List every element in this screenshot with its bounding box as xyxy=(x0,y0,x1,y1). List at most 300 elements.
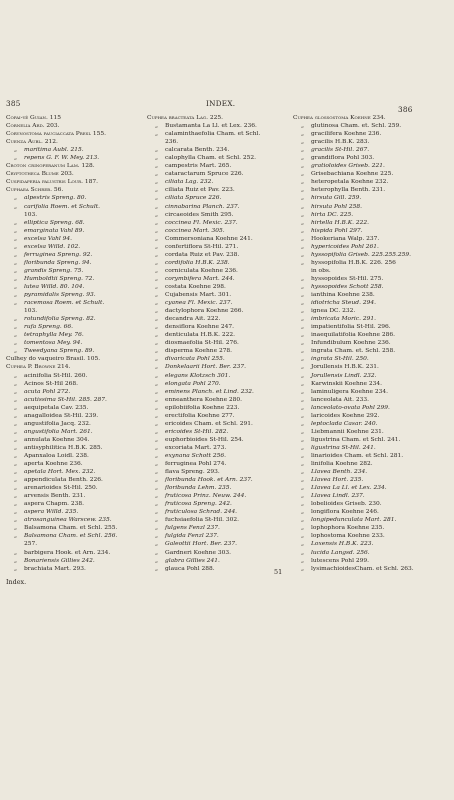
index-entry xyxy=(147,243,260,251)
index-entry-text: Bonariensis Gillies 242. xyxy=(24,557,95,564)
index-entry xyxy=(293,146,414,154)
ditto-mark: „ xyxy=(14,219,18,226)
ditto-mark: „ xyxy=(14,517,18,524)
index-entry-text: Balsamona Cham. et Schl. 256. xyxy=(24,533,118,540)
index-entry xyxy=(293,307,414,315)
index-entry xyxy=(6,524,117,532)
index-entry xyxy=(293,363,414,371)
ditto-mark: „ xyxy=(155,235,159,242)
index-entry xyxy=(147,259,260,267)
ditto-mark: „ xyxy=(301,557,305,564)
index-column-middle xyxy=(147,114,260,573)
ditto-mark: „ xyxy=(155,308,159,315)
ditto-mark: „ xyxy=(155,444,159,451)
index-entry-text: ferruginea Spreng. 92. xyxy=(24,251,93,258)
index-entry xyxy=(6,323,117,331)
ditto-mark: „ xyxy=(14,300,18,307)
ditto-mark: „ xyxy=(301,195,305,202)
index-entry xyxy=(147,130,260,138)
index-entry xyxy=(293,428,414,436)
index-entry-text: Balsamona Cham. et Schl. 255. xyxy=(24,525,118,532)
index-entry xyxy=(147,170,260,178)
ditto-mark: „ xyxy=(155,461,159,468)
ditto-mark: „ xyxy=(155,420,159,427)
ditto-mark: „ xyxy=(14,372,18,379)
index-entry-text: Humboldtii Spreng. 72. xyxy=(24,275,95,282)
ditto-mark: „ xyxy=(14,420,18,427)
ditto-mark: „ xyxy=(14,533,18,540)
index-entry-text: Apanxaloa Loidl. 238. xyxy=(24,452,89,459)
ditto-mark: „ xyxy=(14,243,18,250)
index-entry-text: heteropetala Koehne 232. xyxy=(311,179,389,186)
index-entry-text: fuchsiaefolia St-Hil. 302. xyxy=(165,517,240,524)
index-entry-text: lanceolata Ait. 233. xyxy=(311,396,370,403)
index-entry xyxy=(293,251,414,259)
index-entry xyxy=(147,500,260,508)
index-entry-text: imbricata Moric. 291. xyxy=(311,316,376,323)
index-entry-text: emarginata Vahl 89. xyxy=(24,227,85,234)
index-entry-text: Galeottii Hort. Ber. 237. xyxy=(165,541,237,548)
index-entry xyxy=(147,565,260,573)
index-entry xyxy=(6,363,117,371)
index-entry-text: lophophora Koehne 235. xyxy=(311,525,385,532)
ditto-mark: „ xyxy=(155,243,159,250)
ditto-mark: „ xyxy=(155,340,159,347)
ditto-mark: „ xyxy=(14,485,18,492)
ditto-mark: „ xyxy=(301,300,305,307)
index-entry-text: linarioides Cham. et Schl. 281. xyxy=(311,452,404,459)
index-entry-text: Jorullensis H.B.K. 231. xyxy=(311,364,379,371)
index-entry xyxy=(293,275,414,283)
ditto-mark: „ xyxy=(155,348,159,355)
ditto-mark: „ xyxy=(155,267,159,274)
ditto-mark: „ xyxy=(155,147,159,154)
index-entry-text: ericoides Cham. et Schl. 291. xyxy=(165,420,253,427)
index-entry-text: ciliata Ruiz et Pav. 223. xyxy=(165,187,235,194)
index-entry-text: ingrata Cham. et. Schl. 258. xyxy=(311,348,396,355)
index-entry-text: enneanthera Koehne 280. xyxy=(165,396,243,403)
index-entry xyxy=(147,178,260,186)
ditto-mark: „ xyxy=(301,396,305,403)
index-entry xyxy=(6,420,117,428)
ditto-mark: „ xyxy=(301,187,305,194)
index-entry-text: hyssopoides St-Hil. 275. xyxy=(311,275,384,282)
index-entry-text: Llavea La Ll. et Lex. 234. xyxy=(311,485,387,492)
index-entry-text: Infundibulum Koehne 236. xyxy=(311,340,391,347)
ditto-mark: „ xyxy=(155,557,159,564)
ditto-mark: „ xyxy=(14,565,18,572)
index-entry xyxy=(6,194,117,202)
index-entry xyxy=(6,251,117,259)
index-entry-text: epilobiifolia Koehne 223. xyxy=(165,404,240,411)
index-entry xyxy=(293,186,414,194)
index-entry-text: antisyphilitica H.B.K. 285. xyxy=(24,444,103,451)
index-footer-note: Index. xyxy=(6,578,27,586)
ditto-mark: „ xyxy=(301,340,305,347)
index-entry xyxy=(293,500,414,508)
ditto-mark: „ xyxy=(14,227,18,234)
index-entry-text: densiflora Koehne 247. xyxy=(165,324,234,331)
index-entry xyxy=(293,283,414,291)
index-entry-text: Cuphaea Schreb. 56. xyxy=(6,187,64,194)
page-number-footer: 51 xyxy=(274,568,283,576)
index-entry-text: Cornelia Ard. 203. xyxy=(6,123,60,130)
index-entry-text: acuta Pohl 272. xyxy=(24,388,71,395)
index-entry xyxy=(293,404,414,412)
index-entry xyxy=(6,211,117,219)
ditto-mark: „ xyxy=(301,316,305,323)
index-entry xyxy=(6,331,117,339)
ditto-mark: „ xyxy=(155,131,159,138)
index-entry-text: Jorullensis Lindl. 232. xyxy=(311,372,377,379)
index-entry xyxy=(6,404,117,412)
index-entry-text: floribunda Spreng. 94. xyxy=(24,259,92,266)
index-entry xyxy=(6,565,117,573)
index-entry-text: hypericoides Pohl 261. xyxy=(311,243,379,250)
ditto-mark: „ xyxy=(14,428,18,435)
index-entry xyxy=(293,323,414,331)
index-entry-text: Hookeriana Walp. 237. xyxy=(311,235,380,242)
index-entry-text: grandis Spreng. 75. xyxy=(24,267,84,274)
index-entry xyxy=(293,122,414,130)
index-entry xyxy=(147,516,260,524)
index-entry-text: excoriata Mart. 273. xyxy=(165,444,227,451)
ditto-mark: „ xyxy=(155,332,159,339)
index-entry xyxy=(147,404,260,412)
ditto-mark: „ xyxy=(301,123,305,130)
ditto-mark: „ xyxy=(14,396,18,403)
index-entry-text: Commersoniana Koehne 241. xyxy=(165,235,253,242)
index-entry-text: pyramidalis Spreng. 93. xyxy=(24,292,96,299)
index-entry xyxy=(147,186,260,194)
ditto-mark: „ xyxy=(14,332,18,339)
ditto-mark: „ xyxy=(301,477,305,484)
index-entry xyxy=(293,170,414,178)
ditto-mark: „ xyxy=(301,171,305,178)
index-entry-text: calaminthaefolia Cham. et Schl. xyxy=(165,131,261,138)
index-entry xyxy=(6,468,117,476)
ditto-mark: „ xyxy=(155,549,159,556)
ditto-mark: „ xyxy=(14,267,18,274)
index-entry xyxy=(147,540,260,548)
index-entry xyxy=(6,532,117,540)
index-entry xyxy=(6,122,117,130)
ditto-mark: „ xyxy=(14,501,18,508)
index-entry xyxy=(6,549,117,557)
index-entry-text: cinnabarina Planch. 237. xyxy=(165,203,240,210)
index-entry xyxy=(293,420,414,428)
index-entry xyxy=(147,315,260,323)
ditto-mark: „ xyxy=(14,452,18,459)
ditto-mark: „ xyxy=(14,525,18,532)
index-entry-text: Cuphea bracteata Lag. 225. xyxy=(147,115,223,121)
index-entry-text: idiotricha Steud. 294. xyxy=(311,300,376,307)
index-entry-text: Copai-yé Guian. 115 xyxy=(6,115,62,121)
ditto-mark: „ xyxy=(155,211,159,218)
index-entry-text: elegans Klotzsch 301. xyxy=(165,372,231,379)
index-entry-text: 236. xyxy=(165,139,179,146)
ditto-mark: „ xyxy=(301,211,305,218)
right-page-number: 386 xyxy=(398,105,413,114)
index-entry-text: cordata Ruiz et Pav. 238. xyxy=(165,251,240,258)
index-entry-text: ingrata St-Hil. 250. xyxy=(311,356,369,363)
index-entry xyxy=(293,219,414,227)
index-entry xyxy=(293,492,414,500)
ditto-mark: „ xyxy=(14,557,18,564)
index-entry xyxy=(147,428,260,436)
index-entry xyxy=(293,315,414,323)
ditto-mark: „ xyxy=(301,452,305,459)
index-entry-text: racemosa Roem. et Schult. xyxy=(24,300,105,307)
index-entry-text: repens G. F. W. Mey. 213. xyxy=(24,155,100,162)
index-column-right xyxy=(293,114,414,573)
index-entry xyxy=(147,275,260,283)
index-entry-text: ianthina Koehne 238. xyxy=(311,292,375,299)
index-entry-text: Culhey do vaqueiro Brasil. 105. xyxy=(6,356,101,363)
index-entry xyxy=(147,323,260,331)
index-entry-text: atrosanguinea Warscew. 235. xyxy=(24,517,112,524)
ditto-mark: „ xyxy=(301,163,305,170)
index-entry xyxy=(6,444,117,452)
index-entry-text: Croton crinoperanum Lam. 128. xyxy=(6,163,95,170)
index-entry-text: dactylophora Koehne 266. xyxy=(165,308,244,315)
ditto-mark: „ xyxy=(155,259,159,266)
index-entry xyxy=(293,444,414,452)
ditto-mark: „ xyxy=(14,509,18,516)
index-entry xyxy=(293,452,414,460)
index-entry xyxy=(147,532,260,540)
ditto-mark: „ xyxy=(301,541,305,548)
index-entry xyxy=(6,275,117,283)
index-entry-text: heterophylla Benth. 231. xyxy=(311,187,386,194)
index-entry-text: corniculata Koehne 236. xyxy=(165,267,238,274)
ditto-mark: „ xyxy=(301,380,305,387)
index-entry-text: lysimachioidesCham. et Schl. 263. xyxy=(311,565,414,572)
ditto-mark: „ xyxy=(301,219,305,226)
index-entry xyxy=(6,508,117,516)
index-entry-text: Bustamanta La Ll. et Lex. 236. xyxy=(165,123,257,130)
index-entry-text: Grisebachiana Koehne 225. xyxy=(311,171,394,178)
index-entry-text: campestris Mart. 265. xyxy=(165,163,232,170)
index-entry-text: cyanea Fl. Mexic. 237. xyxy=(165,300,233,307)
ditto-mark: „ xyxy=(14,324,18,331)
index-entry xyxy=(6,540,117,548)
index-entry-text: diosmaefolia St-Hil. 276. xyxy=(165,340,239,347)
index-entry-text: cataractarum Spruce 226. xyxy=(165,171,244,178)
ditto-mark: „ xyxy=(155,428,159,435)
ditto-mark: „ xyxy=(301,436,305,443)
index-entry xyxy=(147,211,260,219)
index-entry xyxy=(147,219,260,227)
index-entry-text: aspera Chapm. 238. xyxy=(24,501,85,508)
index-entry xyxy=(6,557,117,565)
index-entry xyxy=(293,339,414,347)
index-entry xyxy=(6,484,117,492)
index-entry-text: hirsuta Pohl 258. xyxy=(311,203,362,210)
index-entry-text: annulata Koehne 304. xyxy=(24,436,90,443)
ditto-mark: „ xyxy=(301,509,305,516)
ditto-mark: „ xyxy=(155,203,159,210)
index-entry xyxy=(293,524,414,532)
ditto-mark: „ xyxy=(301,324,305,331)
index-entry-text: confertiflora St-Hil. 271. xyxy=(165,243,239,250)
index-entry xyxy=(6,307,117,315)
ditto-mark: „ xyxy=(14,549,18,556)
index-entry xyxy=(6,500,117,508)
index-entry-text: hirta DC. 225. xyxy=(311,211,354,218)
index-entry xyxy=(147,203,260,211)
ditto-mark: „ xyxy=(155,123,159,130)
ditto-mark: „ xyxy=(301,259,305,266)
index-entry-text: fulgida Fenzl 237. xyxy=(165,533,219,540)
index-entry xyxy=(6,114,117,122)
index-entry-text: coccinea Mart. 305. xyxy=(165,227,225,234)
index-entry-text: apetala Hort. Mex. 232. xyxy=(24,469,96,476)
index-entry-text: angustifolia Jacq. 232. xyxy=(24,420,91,427)
index-entry-text: ciliata Spruce 226. xyxy=(165,195,222,202)
ditto-mark: „ xyxy=(155,364,159,371)
index-entry xyxy=(6,476,117,484)
index-entry-text: 103. xyxy=(24,308,38,315)
index-entry xyxy=(147,331,260,339)
index-entry xyxy=(6,339,117,347)
index-entry-text: fruticulosa Schrad. 244. xyxy=(165,509,238,516)
ditto-mark: „ xyxy=(301,469,305,476)
ditto-mark: „ xyxy=(155,179,159,186)
index-entry xyxy=(293,299,414,307)
index-entry xyxy=(147,436,260,444)
index-entry xyxy=(147,492,260,500)
index-entry xyxy=(6,138,117,146)
index-entry xyxy=(293,347,414,355)
index-entry-text: excelsa Willd. 102. xyxy=(24,243,81,250)
index-entry-text: floribunda Lehm. 235. xyxy=(165,485,232,492)
index-entry-text: maritima Aubl. 215. xyxy=(24,147,84,154)
index-entry xyxy=(6,492,117,500)
ditto-mark: „ xyxy=(301,155,305,162)
ditto-mark: „ xyxy=(301,251,305,258)
index-entry xyxy=(293,412,414,420)
index-entry xyxy=(6,355,117,363)
index-entry-text: fruticosa Spreng. 242. xyxy=(165,501,232,508)
index-entry xyxy=(6,227,117,235)
index-entry-text: elongata Pohl 270. xyxy=(165,380,221,387)
index-entry xyxy=(293,388,414,396)
index-entry-text: lutea Willd. 80. 104. xyxy=(24,283,85,290)
index-entry xyxy=(147,307,260,315)
index-entry-text: ferruginea Pohl 274. xyxy=(165,461,227,468)
ditto-mark: „ xyxy=(14,469,18,476)
index-entry-text: Llavea Hort. 235. xyxy=(311,477,364,484)
index-entry xyxy=(293,331,414,339)
ditto-mark: „ xyxy=(301,388,305,395)
index-entry xyxy=(293,203,414,211)
ditto-mark: „ xyxy=(301,283,305,290)
index-entry xyxy=(293,211,414,219)
index-entry xyxy=(293,154,414,162)
ditto-mark: „ xyxy=(14,436,18,443)
index-entry-text: ericoides St-Hil. 282. xyxy=(165,428,229,435)
index-entry-text: inaequilatifolia Koehne 286. xyxy=(311,332,395,339)
ditto-mark: „ xyxy=(14,340,18,347)
index-entry-text: appendiculata Benth. 226. xyxy=(24,477,103,484)
index-entry xyxy=(147,524,260,532)
page-title: INDEX. xyxy=(206,99,236,108)
index-entry-text: lanceolato-ovata Pohl 299. xyxy=(311,404,390,411)
index-entry xyxy=(147,227,260,235)
ditto-mark: „ xyxy=(155,187,159,194)
ditto-mark: „ xyxy=(301,332,305,339)
index-entry-text: fulgens Fenzl 237. xyxy=(165,525,220,532)
index-entry-text: Gardneri Koehne 303. xyxy=(165,549,231,556)
index-entry xyxy=(147,122,260,130)
index-entry-text: carifolia Roem. et Schult. xyxy=(24,203,100,210)
ditto-mark: „ xyxy=(301,243,305,250)
index-entry-text: longipedunculata Mart. 281. xyxy=(311,517,397,524)
index-entry-text: hispida Pohl 297. xyxy=(311,227,363,234)
index-entry-text: aspera Willd. 235. xyxy=(24,509,79,516)
index-entry xyxy=(293,460,414,468)
index-entry-text: euphorbioides St-Hil. 254. xyxy=(165,436,244,443)
index-entry-text: brachiata Mart. 293. xyxy=(24,565,86,572)
index-entry xyxy=(147,396,260,404)
index-entry xyxy=(293,484,414,492)
index-entry xyxy=(147,339,260,347)
index-entry-text: lucida Langsd. 256. xyxy=(311,549,370,556)
index-entry xyxy=(6,436,117,444)
ditto-mark: „ xyxy=(155,292,159,299)
left-page-number: 385 xyxy=(6,99,21,108)
index-entry-text: Llavea Lindl. 237. xyxy=(311,493,365,500)
index-entry-text: laminuligera Koehne 234. xyxy=(311,388,389,395)
ditto-mark: „ xyxy=(301,147,305,154)
ditto-mark: „ xyxy=(301,549,305,556)
ditto-mark: „ xyxy=(14,412,18,419)
index-entry-text: 103. xyxy=(24,211,38,218)
index-entry xyxy=(6,452,117,460)
index-entry xyxy=(6,412,117,420)
index-entry-text: Loxensis H.B.K. 223. xyxy=(311,541,374,548)
index-entry xyxy=(6,186,117,194)
index-entry xyxy=(6,428,117,436)
index-entry xyxy=(293,565,414,573)
index-entry xyxy=(147,484,260,492)
index-entry xyxy=(293,372,414,380)
ditto-mark: „ xyxy=(14,316,18,323)
ditto-mark: „ xyxy=(155,372,159,379)
index-entry-text: disperma Koehne 278. xyxy=(165,348,233,355)
index-entry-text: eminens Planch. et Lind. 232. xyxy=(165,388,254,395)
index-entry xyxy=(6,299,117,307)
ditto-mark: „ xyxy=(14,283,18,290)
index-entry xyxy=(293,114,414,122)
index-entry-text: decandra Ait. 222. xyxy=(165,316,221,323)
index-entry-text: acinifolia St-Hil. 260. xyxy=(24,372,88,379)
ditto-mark: „ xyxy=(155,195,159,202)
index-entry xyxy=(293,468,414,476)
index-entry xyxy=(6,146,117,154)
index-entry xyxy=(147,114,260,122)
index-entry xyxy=(147,154,260,162)
index-entry-text: barbigera Hook. et Arn. 234. xyxy=(24,549,111,556)
index-entry-text: ligustrina Cham. et Schl. 241. xyxy=(311,436,401,443)
index-entry-text: fruticosa Prinz. Neuw. 244. xyxy=(165,493,247,500)
index-entry-text: 257. xyxy=(24,541,38,548)
index-entry xyxy=(6,259,117,267)
index-entry xyxy=(147,251,260,259)
index-entry-text: ignea DC. 232. xyxy=(311,308,356,315)
ditto-mark: „ xyxy=(155,283,159,290)
